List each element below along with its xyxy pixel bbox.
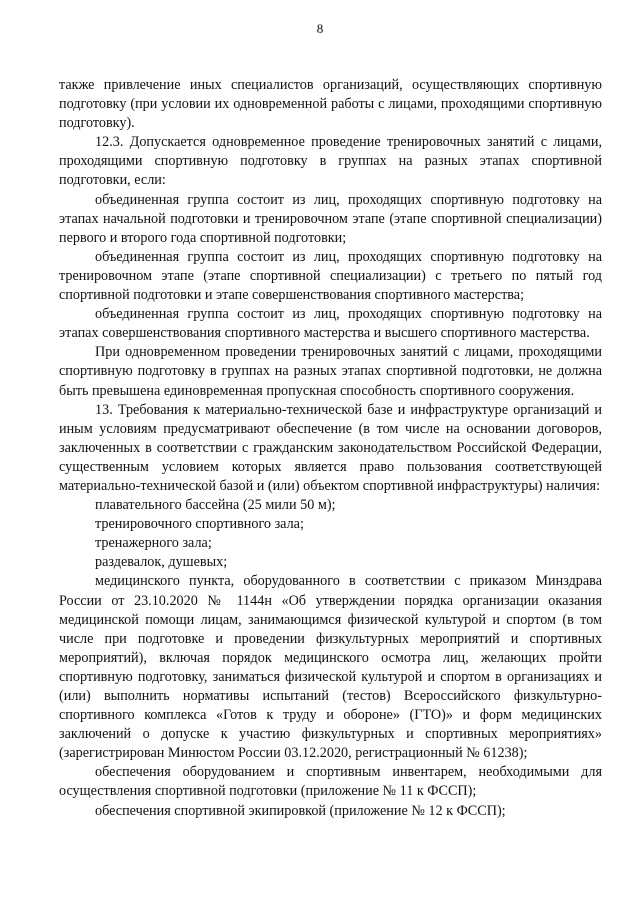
list-item-pool: плавательного бассейна (25 мили 50 м); (95, 497, 336, 514)
paragraph-group-condition-3: объединенная группа состоит из лиц, проходящих спортивную подготовку на этапах совершенствования спортивного мастерства и высшего спортивного мастерства. (59, 306, 602, 342)
list-item-medical-point: медицинского пункта, оборудованного в соответствии с приказом Минздрава России от 23.10.2020 № 1144н «Об утверждении порядка организации оказания медицинской помощи лицам, занимающимся физической культурой и спортом (в том числе при подготовке и проведении физкультурных мероприятий и спортивных мероприятий), включая порядок медицинского осмотра лиц, желающих пройти спортивную подготовку, заниматься физической культурой и спортом в организациях и (или) выполнить нормативы испытаний (тестов) Всероссийского физкультурно-спортивного комплекса «Готов к труду и обороне» (ГТО)» и форм медицинских заключений о допуске к участию физкультурных и спортивных мероприятиях» (зарегистрирован Минюстом России 03.12.2020, регистрационный № 61238); (59, 573, 602, 762)
paragraph-group-condition-2: объединенная группа состоит из лиц, проходящих спортивную подготовку на тренировочном этапе (этапе спортивной специализации) с третьего по пятый год спортивной подготовки и этапе совершенствования спортивного мастерства; (59, 248, 602, 304)
list-item-outfit: обеспечения спортивной экипировкой (приложение № 12 к ФССП); (95, 802, 506, 819)
list-item-gym: тренажерного зала; (95, 535, 212, 552)
paragraph-12-3: 12.3. Допускается одновременное проведение тренировочных занятий с лицами, проходящими спортивную подготовку в группах на разных этапах спортивной подготовки, если: (59, 134, 602, 189)
list-item-equipment: обеспечения оборудованием и спортивным инвентарем, необходимыми для осуществления спортивной подготовки (приложение № 11 к ФССП); (59, 764, 602, 800)
list-item-locker-rooms: раздевалок, душевых; (95, 554, 228, 571)
page-number: 8 (316, 21, 324, 36)
document-body (59, 76, 602, 821)
list-item-training-hall: тренировочного спортивного зала; (95, 516, 304, 533)
paragraph-group-condition-1: объединенная группа состоит из лиц, проходящих спортивную подготовку на этапах начальной подготовки и тренировочном этапе (этапе спортивной специализации) первого и второго года спортивной подготовки; (59, 191, 602, 246)
paragraph-continuation: также привлечение иных специалистов организаций, осуществляющих спортивную подготовку (при условии их одновременной работы с лицами, проходящими спортивную подготовку). (59, 77, 602, 132)
paragraph-capacity: При одновременном проведении тренировочных занятий с лицами, проходящими спортивную подготовку в группах на разных этапах спортивной подготовки, не должна быть превышена единовременная пропускная способность спортивного сооружения. (59, 344, 602, 399)
paragraph-13: 13. Требования к материально-технической базе и инфраструктуре организаций и иным условиям предусматривают обеспечение (в том числе на основании договоров, заключенных в соответствии с гражданским законодательством Российской Федерации, существенным условием которых является право пользования соответствующей материально-технической базой и (или) объектом спортивной инфраструктуры) наличия: (59, 401, 602, 494)
